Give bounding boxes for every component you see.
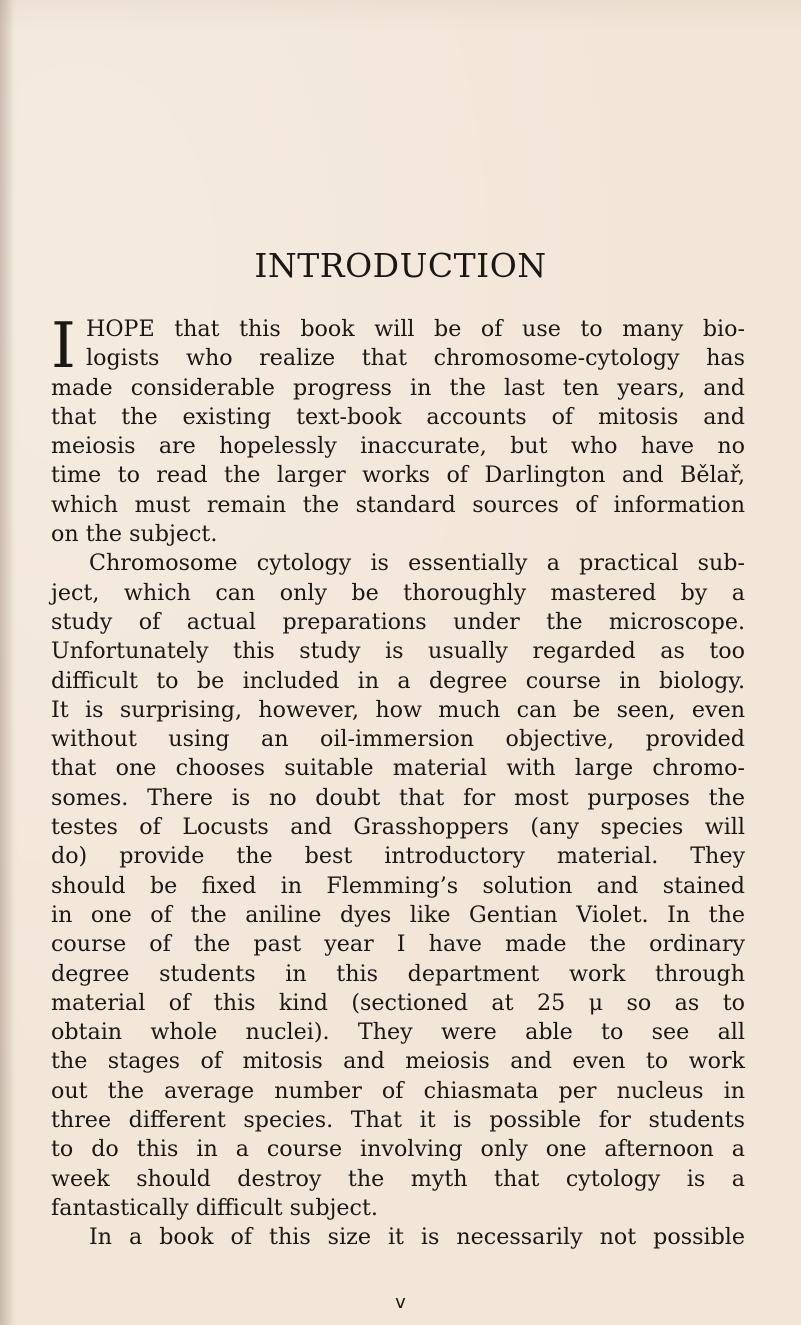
chapter-heading: INTRODUCTION [254,246,547,285]
drop-cap: I [51,309,76,382]
text-line: which must remain the standard sources of information [51,491,745,518]
text-line: study of actual preparations under the microscope. [51,608,745,635]
text-line: HOPE that this book will be of use to many bio- [86,316,745,342]
page-edge-shadow [0,0,14,1325]
body-text [51,309,745,1253]
text-line: obtain whole nuclei). They were able to see all [51,1019,745,1046]
text-line: logists who realize that chromosome-cytology has [86,345,745,372]
text-line: without using an oil-immersion objective, provided [51,726,745,753]
text-line: course of the past year I have made the ordinary [51,931,745,958]
text-line: time to read the larger works of Darlington and Bělař, [51,462,745,489]
text-line: to do this in a course involving only one afternoon a [51,1136,745,1163]
page-number: v [395,1292,406,1313]
text-line: should be fixed in Flemming’s solution and stained [51,872,745,899]
text-line: It is surprising, however, how much can be seen, even [51,696,745,723]
text-line: somes. There is no doubt that for most purposes the [51,784,745,811]
text-line: ject, which can only be thoroughly mastered by a [51,579,745,606]
text-line: the stages of mitosis and meiosis and even to work [51,1048,745,1075]
text-line: testes of Locusts and Grasshoppers (any species will [51,814,745,841]
text-line: made considerable progress in the last ten years, and [51,374,745,401]
text-line: degree students in this department work through [51,960,745,987]
text-line: Chromosome cytology is essentially a practical sub- [89,550,745,577]
text-line: material of this kind (sectioned at 25 μ so as to [51,989,745,1016]
text-line: do) provide the best introductory material. They [51,843,745,870]
text-line: week should destroy the myth that cytology is a [51,1165,745,1192]
text-line: out the average number of chiasmata per nucleus in [51,1077,745,1104]
text-line: difficult to be included in a degree course in biology. [51,667,745,694]
text-line: Unfortunately this study is usually regarded as too [51,638,745,665]
text-line: fantastically difficult subject. [51,1194,378,1221]
text-line: In a book of this size it is necessarily not possible [89,1224,745,1251]
text-line: in one of the aniline dyes like Gentian Violet. In the [51,901,745,928]
text-line: three different species. That it is possible for students [51,1107,745,1134]
text-line: that the existing text-book accounts of mitosis and [51,403,745,430]
text-line: on the subject. [51,521,218,548]
text-line: meiosis are hopelessly inaccurate, but who have no [51,433,745,460]
text-line: that one chooses suitable material with large chromo- [51,755,745,782]
